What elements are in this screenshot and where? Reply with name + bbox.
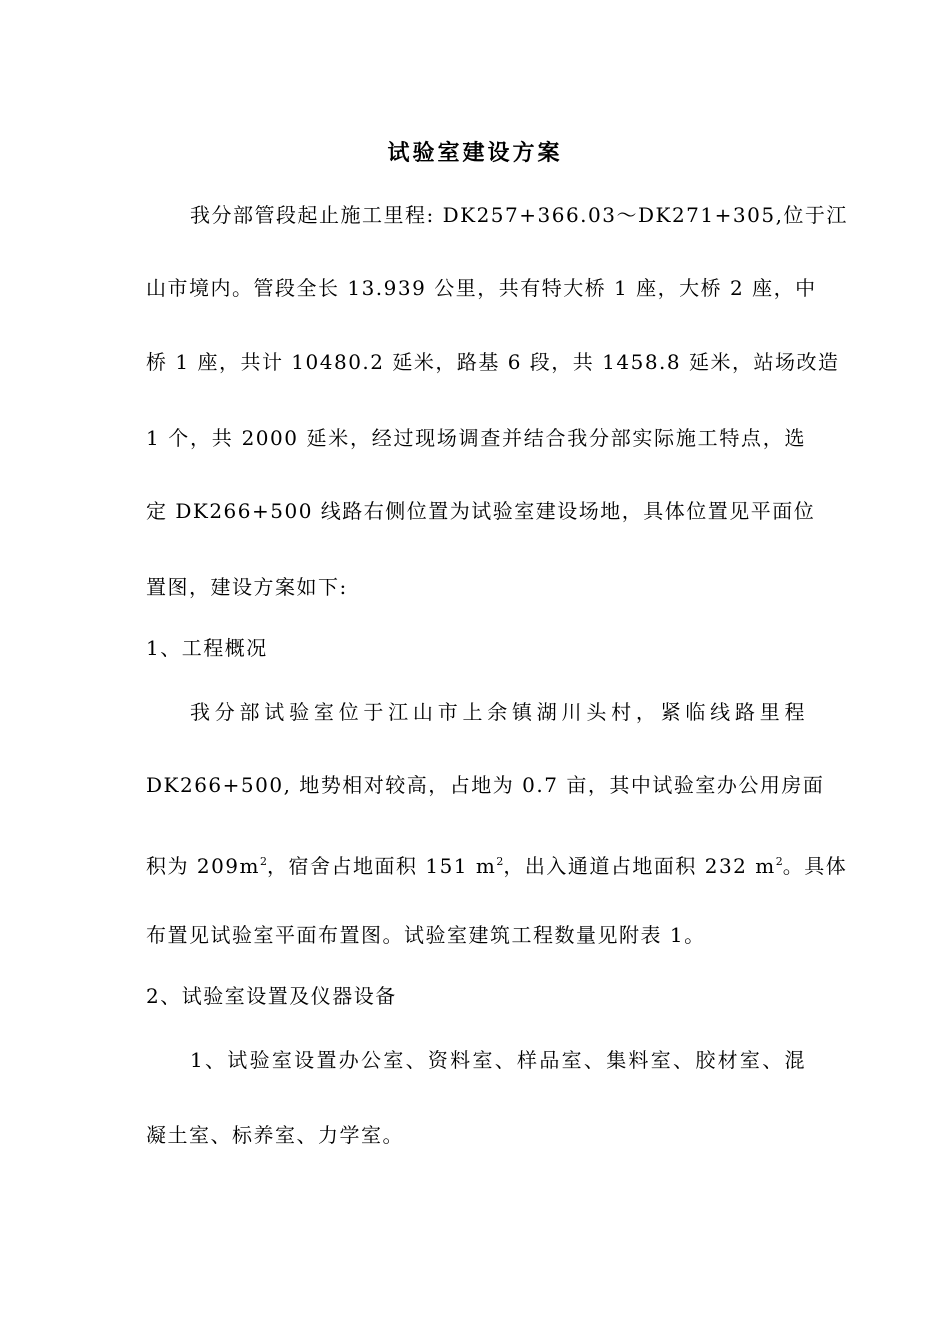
area-text: 。具体 [782, 854, 848, 878]
paragraph-line: 1、试验室设置办公室、资料室、样品室、集料室、胶材室、混 [190, 1048, 806, 1072]
superscript: 2 [775, 855, 783, 868]
paragraph-line: 山市境内。管段全长 13.939 公里，共有特大桥 1 座，大桥 2 座，中 [146, 276, 817, 300]
paragraph-line: 桥 1 座，共计 10480.2 延米，路基 6 段，共 1458.8 延米，站场改造 [146, 350, 840, 374]
superscript: 2 [496, 855, 504, 868]
document-title: 试验室建设方案 [387, 140, 563, 166]
section-heading: 1、工程概况 [146, 636, 268, 660]
paragraph-line: 1 个，共 2000 延米，经过现场调查并结合我分部实际施工特点，选 [146, 426, 806, 450]
paragraph-line: DK266+500, 地势相对较高，占地为 0.7 亩，其中试验室办公用房面 [146, 773, 825, 797]
paragraph-line: 置图，建设方案如下: [146, 575, 348, 599]
paragraph-line: 定 DK266+500 线路右侧位置为试验室建设场地，具体位置见平面位 [146, 499, 816, 523]
area-text: ，宿舍占地面积 151 m [267, 854, 497, 878]
paragraph-line: 布置见试验室平面布置图。试验室建筑工程数量见附表 1。 [146, 923, 706, 947]
paragraph-line: 我分部管段起止施工里程: DK257+366.03～DK271+305,位于江 [190, 203, 848, 227]
paragraph-line: 我分部试验室位于江山市上余镇湖川头村，紧临线路里程 [190, 700, 806, 724]
superscript: 2 [260, 855, 267, 868]
area-line [146, 846, 848, 882]
section-heading: 2、试验室设置及仪器设备 [146, 984, 397, 1008]
area-text: 积为 209m [146, 854, 260, 878]
area-text: ，出入通道占地面积 232 m [503, 854, 776, 878]
paragraph-line: 凝土室、标养室、力学室。 [146, 1123, 404, 1147]
